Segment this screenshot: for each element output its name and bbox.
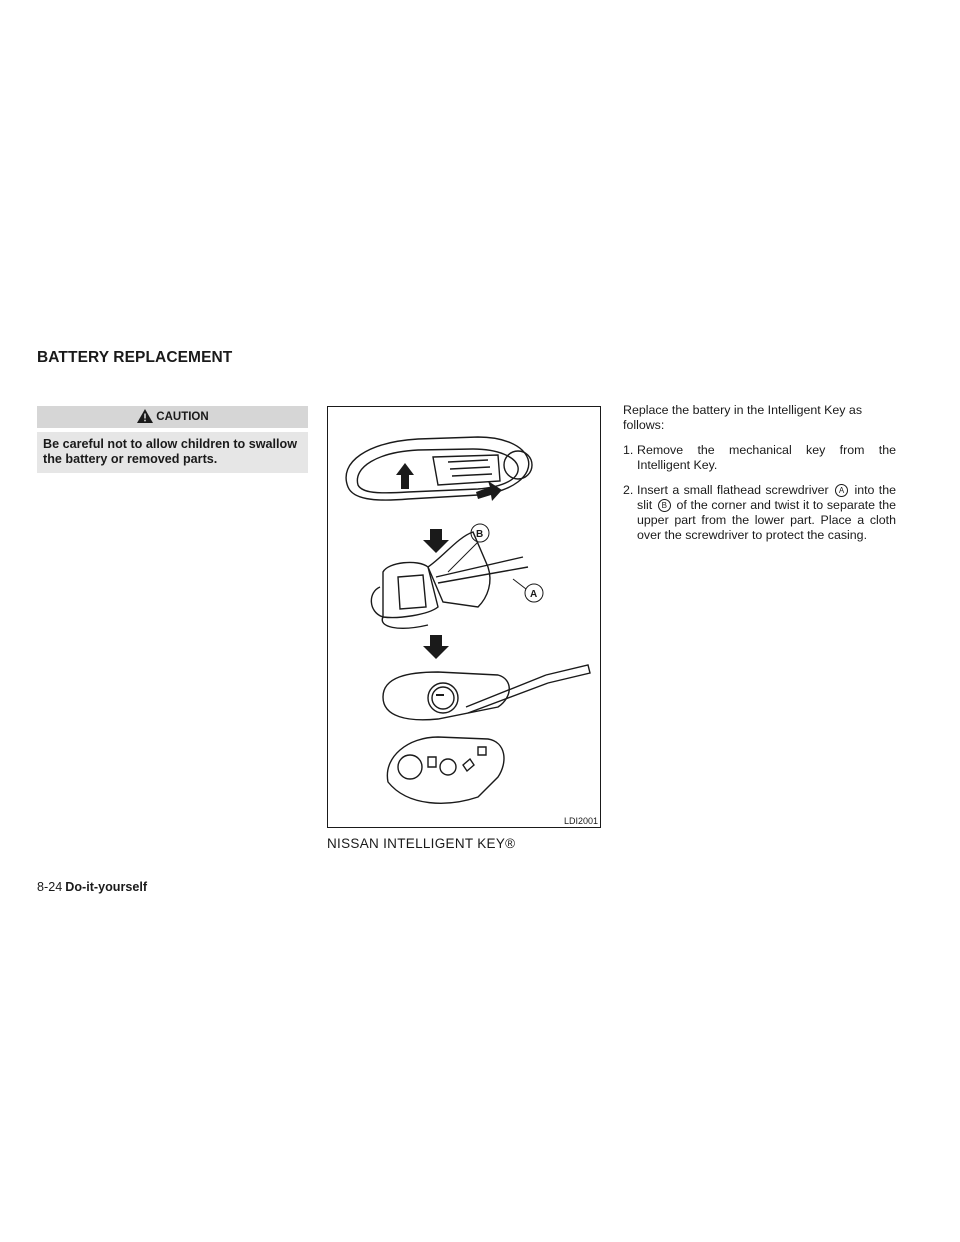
instructions <box>623 403 896 553</box>
page-footer <box>37 880 147 894</box>
ref-b-badge: B <box>658 499 671 512</box>
intro-text: Replace the battery in the Intelligent Key as follows: <box>623 403 863 432</box>
caution-text: Be careful not to allow children to swallow the battery or removed parts. <box>37 432 308 473</box>
step-number: 2. <box>623 483 634 497</box>
warning-icon <box>136 408 154 427</box>
step-text <box>637 483 896 543</box>
callout-a: A <box>530 589 538 600</box>
ref-a-badge: A <box>835 484 848 497</box>
caution-heading: CAUTION <box>156 411 209 423</box>
section-title: BATTERY REPLACEMENT <box>37 349 233 366</box>
step-text-part: into the slit <box>637 483 897 512</box>
key-battery-illustration <box>327 406 601 828</box>
step-text: Remove the mechanical key from the Intelligent Key. <box>637 443 896 472</box>
step-text-part: of the corner and twist it to separate the upper part from the lower part. Place a cloth over the screwdriver to protect the casing. <box>637 498 896 542</box>
page-number: 8-24 <box>37 880 63 894</box>
caution-header <box>37 406 308 428</box>
figure-caption: NISSAN INTELLIGENT KEY® <box>327 836 516 851</box>
chapter-name: Do-it-yourself <box>65 880 148 894</box>
step-1 <box>623 443 896 473</box>
callout-b: B <box>476 529 484 540</box>
figure-id: LDI2001 <box>563 816 598 826</box>
caution-box <box>37 406 308 473</box>
step-number: 1. <box>623 443 634 457</box>
step-text-part: Insert a small flathead screwdriver <box>637 483 829 497</box>
key-disassembly-drawing <box>328 407 600 827</box>
step-2 <box>623 483 896 543</box>
